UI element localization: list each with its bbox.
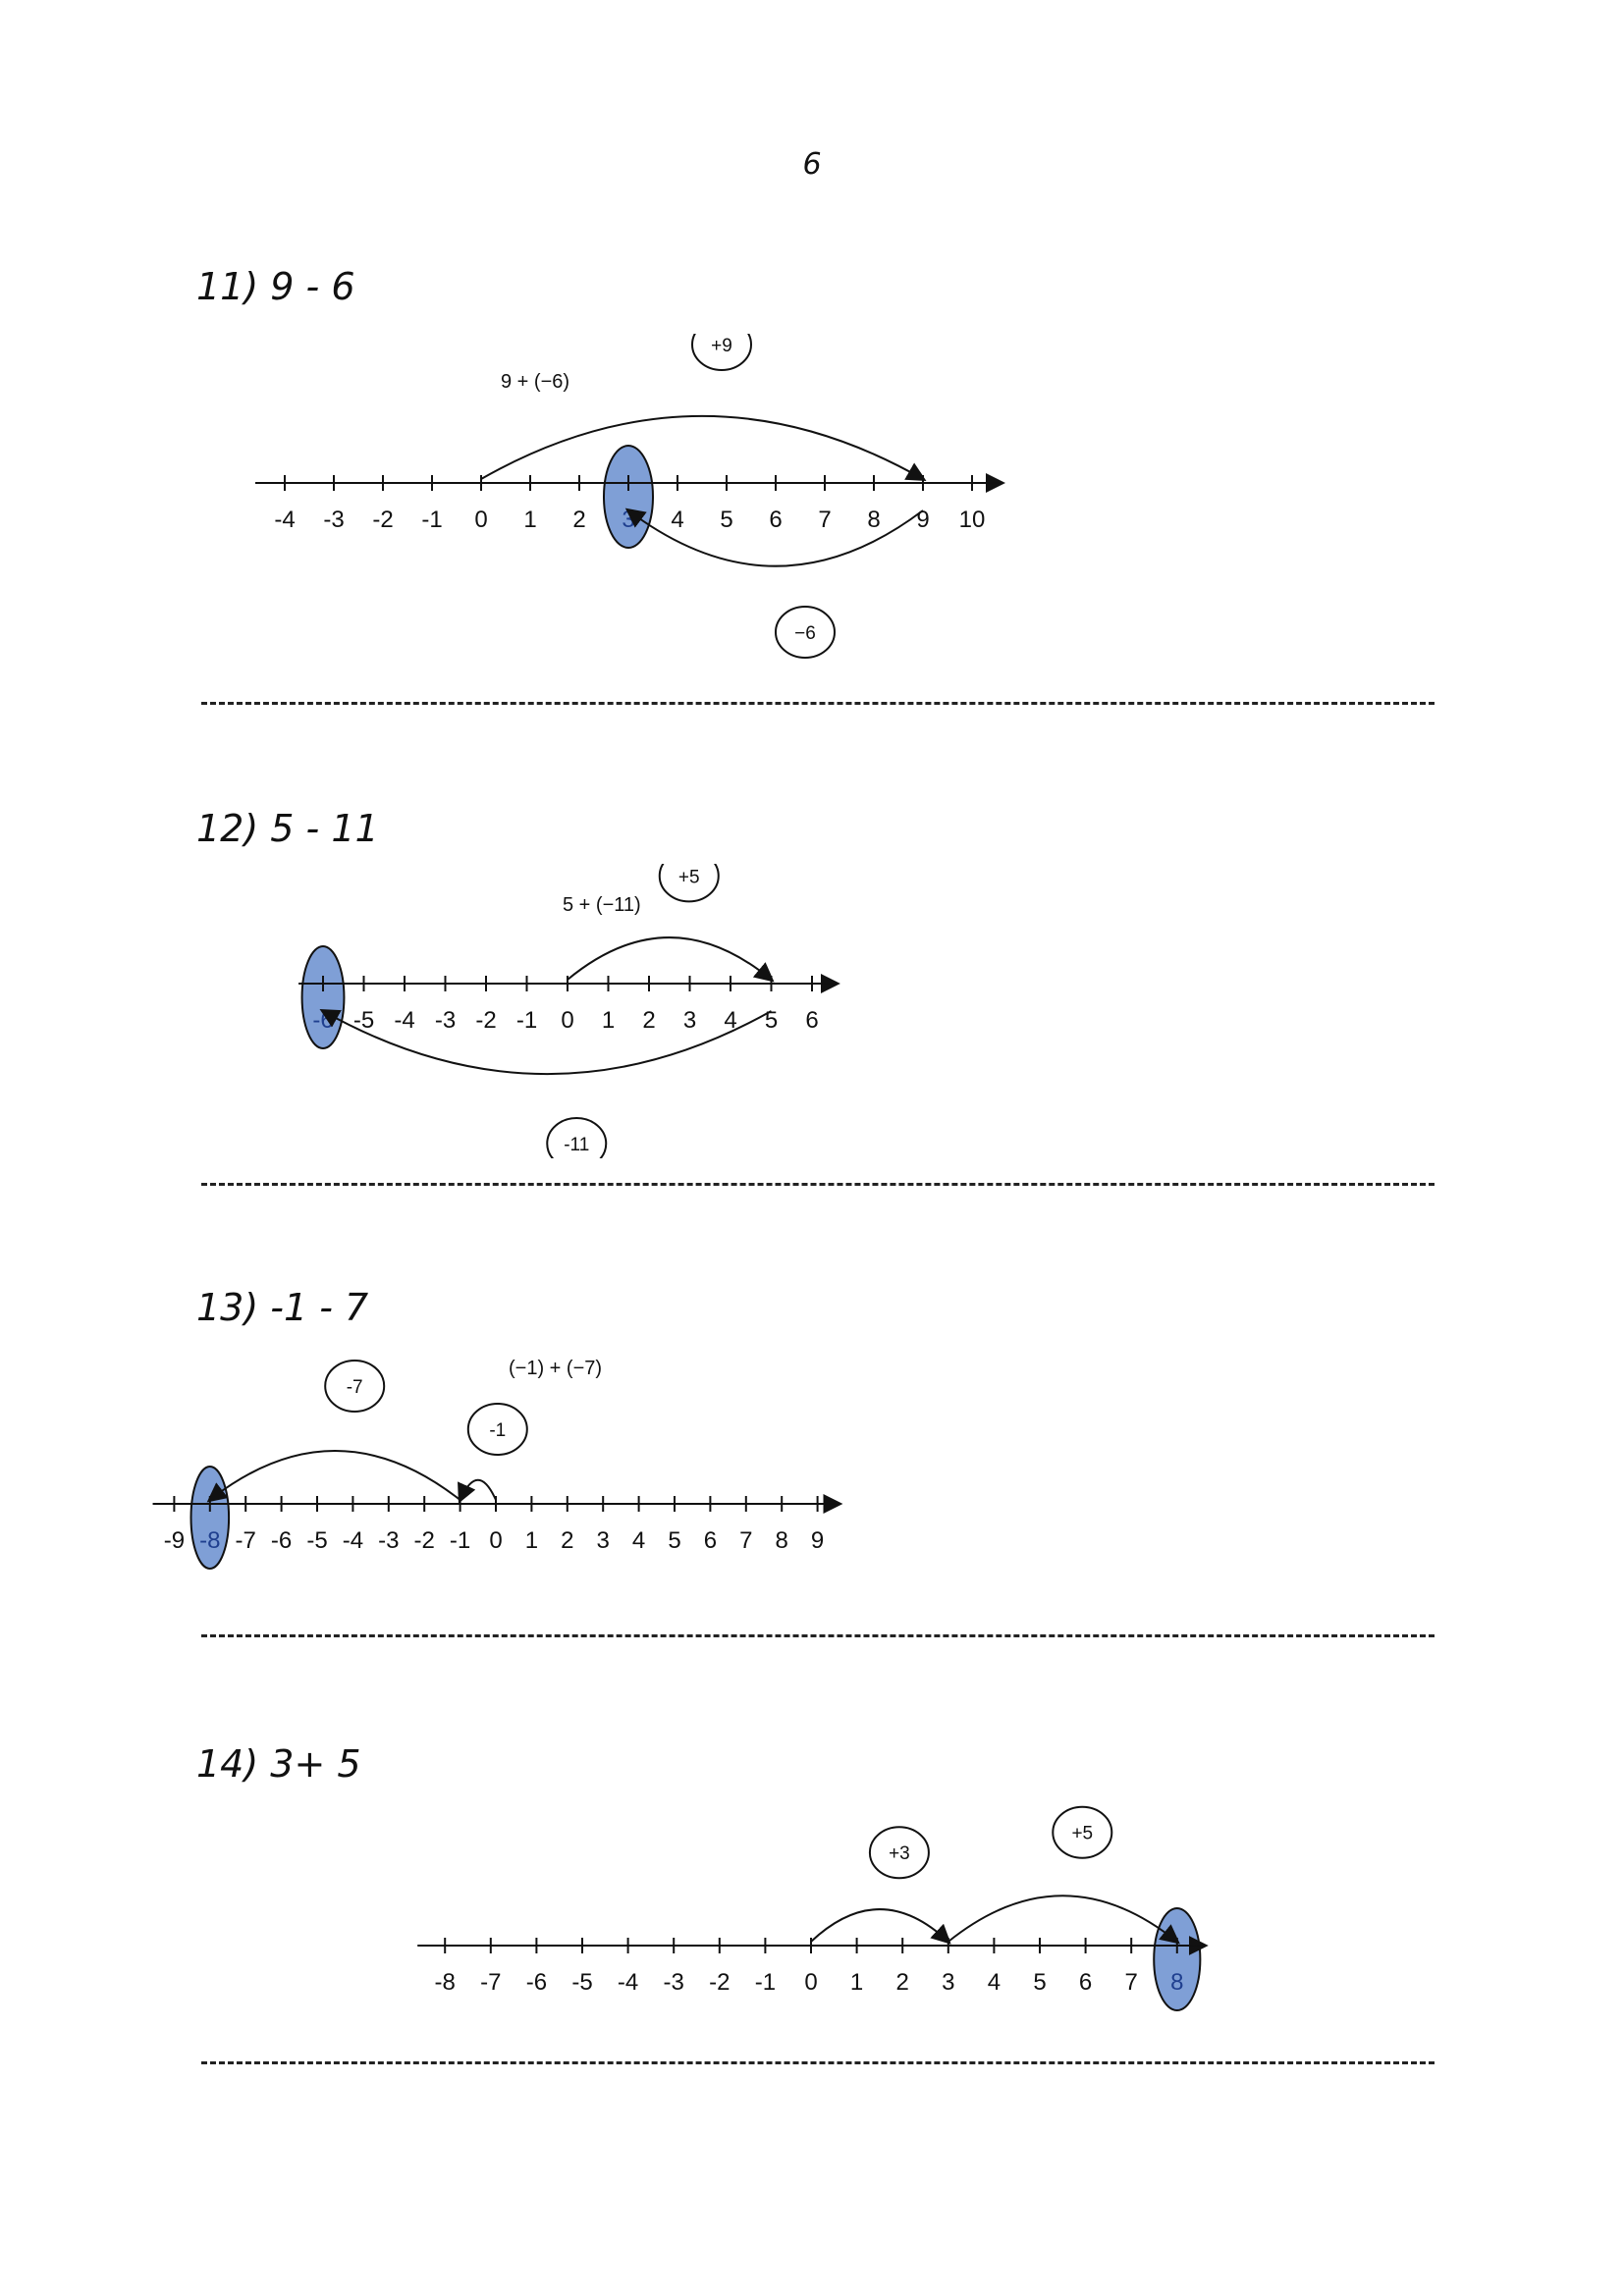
question-expression: 9 - 6: [270, 265, 355, 308]
number-line-svg: [0, 1345, 1624, 1639]
jump-arc: [323, 1011, 772, 1074]
tick-label: 8: [1170, 1969, 1184, 1996]
number-line-svg: [0, 334, 1624, 677]
tick-label: 1: [849, 1969, 864, 1996]
tick-label: -2: [475, 1007, 497, 1034]
tick-label: 5: [1033, 1969, 1047, 1996]
tick-label: -6: [270, 1527, 293, 1554]
tick-label: 9: [916, 507, 930, 533]
tick-label: -2: [413, 1527, 435, 1554]
tick-label: 7: [818, 507, 832, 533]
tick-label: -9: [163, 1527, 186, 1554]
expression-note: (−1) + (−7): [509, 1358, 603, 1379]
tick-label: 9: [810, 1527, 825, 1554]
tick-label: 3: [622, 507, 635, 533]
tick-label: 6: [703, 1527, 718, 1554]
tick-label: -6: [525, 1969, 548, 1996]
tick-label: 7: [1124, 1969, 1138, 1996]
tick-label: 1: [524, 1527, 539, 1554]
jump-label: +3: [889, 1843, 910, 1865]
tick-label: -7: [235, 1527, 256, 1554]
tick-label: 6: [769, 507, 783, 533]
jump-arc: [811, 1909, 948, 1942]
tick-label: 8: [775, 1527, 788, 1554]
tick-label: 3: [682, 1007, 697, 1034]
tick-label: 2: [572, 507, 586, 533]
tick-label: -4: [617, 1969, 639, 1996]
tick-label: 4: [724, 1007, 737, 1034]
jump-bubble: [776, 607, 835, 658]
tick-label: 8: [867, 507, 881, 533]
jump-label: +5: [677, 867, 700, 888]
tick-label: -4: [274, 507, 296, 533]
tick-label: -4: [394, 1007, 415, 1034]
tick-label: 5: [668, 1527, 681, 1554]
number-line-diagram: [0, 1796, 1624, 2032]
tick-label: -8: [199, 1527, 221, 1554]
number-line-diagram: [0, 1345, 1624, 1639]
question-expression: 3+ 5: [270, 1742, 361, 1786]
jump-bubble: [325, 1361, 384, 1412]
jump-bubble: [660, 864, 719, 901]
tick-label: 4: [631, 1527, 646, 1554]
tick-label: 2: [895, 1969, 909, 1996]
jump-arc: [481, 416, 923, 479]
section-divider: [201, 1183, 1435, 1186]
tick-label: -1: [421, 507, 443, 533]
tick-label: 0: [489, 1527, 503, 1554]
tick-label: -4: [342, 1527, 364, 1554]
jump-arc: [948, 1896, 1177, 1942]
tick-label: 1: [601, 1007, 616, 1034]
question-expression: 5 - 11: [270, 807, 379, 850]
question-number: 11): [196, 265, 259, 308]
tick-label: -7: [480, 1969, 502, 1996]
question-stem: [196, 807, 379, 858]
tick-label: -8: [434, 1969, 456, 1996]
tick-label: 6: [805, 1007, 819, 1034]
tick-label: -2: [709, 1969, 731, 1996]
tick-label: 4: [987, 1969, 1001, 1996]
number-line-diagram: [0, 334, 1624, 677]
jump-bubble: [1053, 1807, 1111, 1858]
tick-label: -5: [352, 1007, 375, 1034]
page-header: [393, 147, 1231, 192]
question-stem: [196, 1286, 368, 1337]
jump-bubble: [692, 334, 751, 370]
header-grade: 6: [802, 147, 822, 182]
tick-label: -5: [306, 1527, 328, 1554]
tick-label: -5: [571, 1969, 593, 1996]
tick-label: -2: [372, 507, 394, 533]
question-expression: -1 - 7: [270, 1286, 369, 1329]
tick-label: -3: [434, 1007, 457, 1034]
tick-label: -3: [323, 507, 345, 533]
tick-label: 0: [804, 1969, 818, 1996]
tick-label: -1: [754, 1969, 777, 1996]
number-line-svg: [0, 864, 1624, 1158]
question-stem: [196, 265, 355, 316]
jump-bubble: [870, 1827, 929, 1878]
tick-label: 0: [561, 1007, 574, 1034]
section-divider: [201, 1634, 1435, 1637]
tick-label: 4: [671, 507, 684, 533]
number-line-diagram: [0, 864, 1624, 1158]
number-line-svg: [0, 1796, 1624, 2032]
question-number: 12): [196, 807, 259, 850]
tick-label: -3: [663, 1969, 684, 1996]
jump-label: -11: [564, 1135, 590, 1155]
tick-label: 7: [739, 1527, 753, 1554]
tick-label: 3: [942, 1969, 955, 1996]
jump-label: -7: [346, 1376, 363, 1398]
tick-label: 1: [523, 507, 537, 533]
question-stem: [196, 1742, 361, 1793]
tick-label: 0: [474, 507, 488, 533]
jump-label: +5: [1071, 1823, 1094, 1844]
expression-note: 5 + (−11): [563, 894, 641, 916]
jump-label: +9: [711, 336, 732, 356]
jump-bubble: [547, 1118, 606, 1158]
tick-label: 5: [764, 1007, 779, 1034]
tick-label: 6: [1078, 1969, 1093, 1996]
tick-label: 10: [958, 507, 986, 533]
jump-label: -1: [489, 1420, 507, 1441]
tick-label: -3: [378, 1527, 400, 1554]
expression-note: 9 + (−6): [501, 371, 570, 393]
tick-label: -1: [449, 1527, 471, 1554]
jump-bubble: [468, 1404, 527, 1455]
tick-label: 2: [642, 1007, 656, 1034]
question-number: 13): [196, 1286, 259, 1329]
jump-arc: [568, 937, 772, 980]
tick-label: 3: [596, 1527, 610, 1554]
jump-label: −6: [794, 623, 816, 644]
jump-arc: [460, 1480, 496, 1500]
question-number: 14): [196, 1742, 259, 1786]
jump-arc: [210, 1451, 460, 1500]
section-divider: [201, 2061, 1435, 2064]
tick-label: -6: [312, 1007, 334, 1034]
tick-label: 2: [561, 1527, 574, 1554]
section-divider: [201, 702, 1435, 705]
tick-label: -1: [515, 1007, 538, 1034]
tick-label: 5: [720, 507, 733, 533]
